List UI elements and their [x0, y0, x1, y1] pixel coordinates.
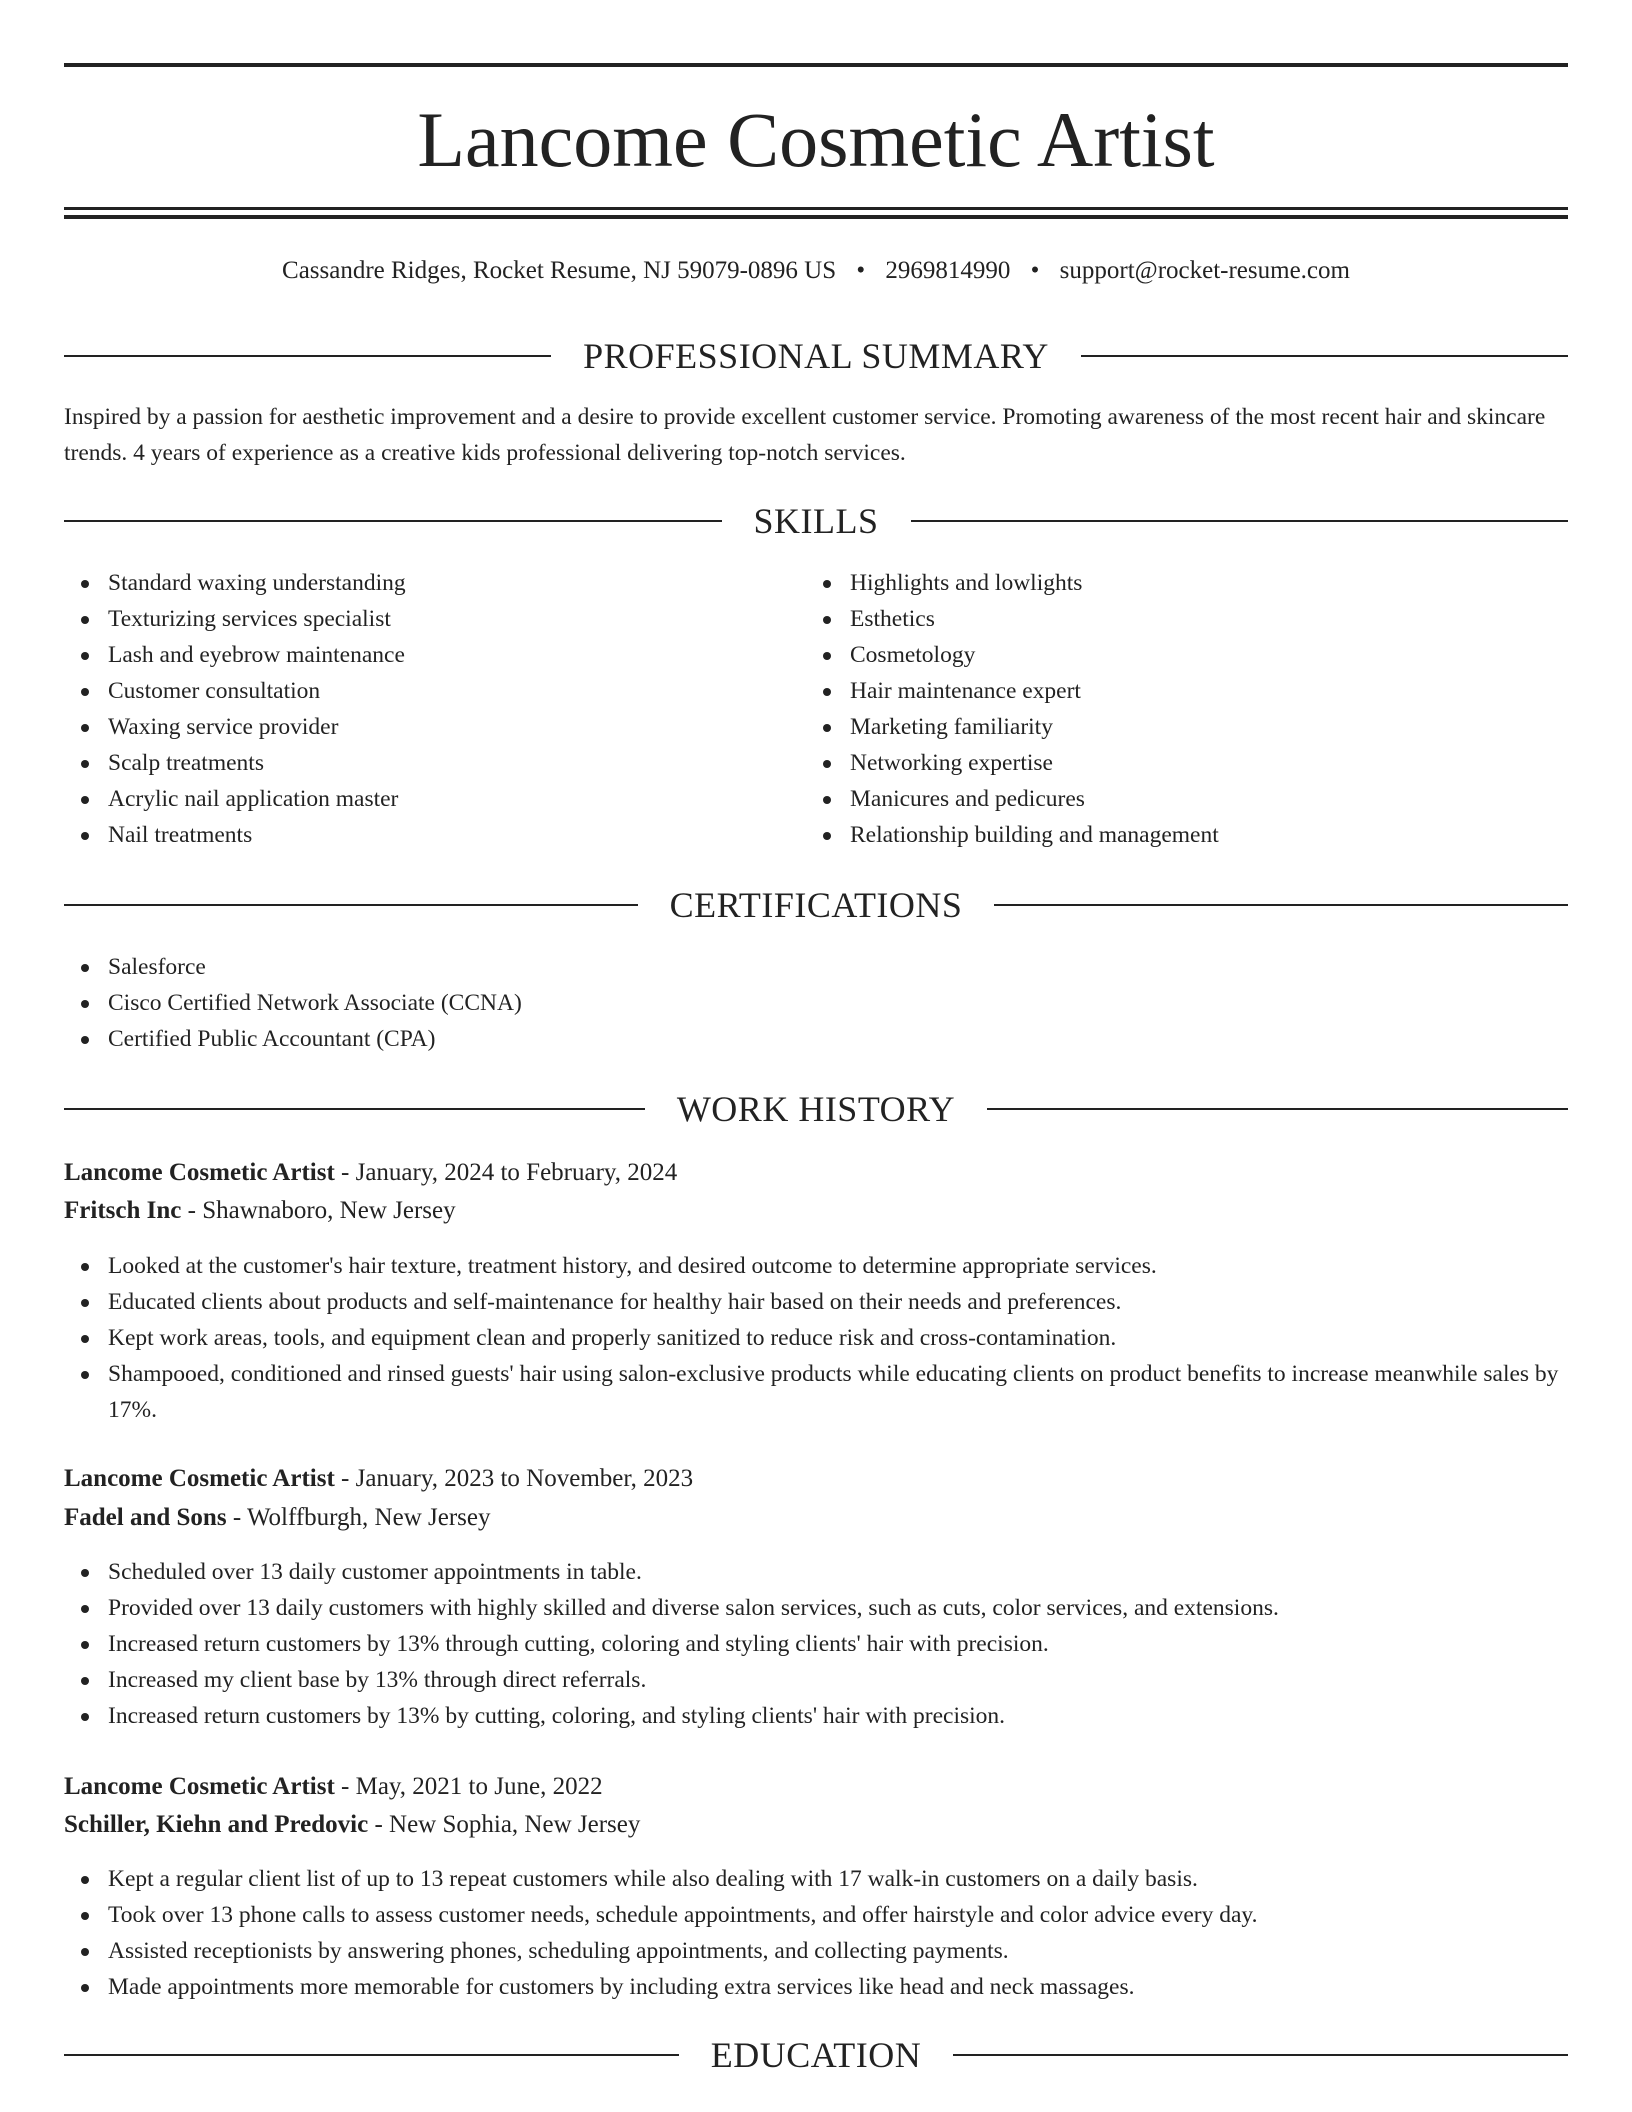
- section-heading-certifications: [64, 883, 1568, 927]
- contact-separator: •: [1030, 257, 1040, 284]
- job-company: Fritsch Inc: [64, 1197, 182, 1224]
- section-heading-label: SKILLS: [753, 501, 879, 541]
- contact-email: support@rocket-resume.com: [1059, 257, 1350, 284]
- skill-item: Marketing familiarity: [806, 709, 1566, 745]
- section-heading-work-history: [64, 1087, 1568, 1131]
- top-rule: [64, 63, 1568, 67]
- heading-rule-right: [987, 1108, 1568, 1110]
- job-dates: May, 2021 to June, 2022: [355, 1773, 603, 1800]
- heading-rule-left: [64, 1108, 645, 1110]
- job-company-line: [64, 1807, 1568, 1843]
- skill-item: Standard waxing understanding: [64, 565, 804, 601]
- job-bullet: Increased return customers by 13% through cutting, coloring and styling clients' hair with precision.: [64, 1626, 1568, 1662]
- skill-item: Scalp treatments: [64, 745, 804, 781]
- contact-phone: 2969814990: [885, 257, 1011, 284]
- skill-item: Lash and eyebrow maintenance: [64, 637, 804, 673]
- job-company: Schiller, Kiehn and Predovic: [64, 1811, 369, 1838]
- section-heading-label: PROFESSIONAL SUMMARY: [583, 336, 1049, 376]
- job-dates: January, 2023 to November, 2023: [355, 1465, 694, 1492]
- contact-line: [64, 255, 1568, 287]
- skill-item: Networking expertise: [806, 745, 1566, 781]
- heading-rule-right: [911, 520, 1569, 522]
- skill-item: Waxing service provider: [64, 709, 804, 745]
- dash: -: [334, 1465, 356, 1492]
- job-bullet: Scheduled over 13 daily customer appointments in table.: [64, 1554, 1568, 1590]
- dash: -: [334, 1159, 356, 1186]
- job-company-line: [64, 1193, 1568, 1229]
- resume-title: Lancome Cosmetic Artist: [417, 96, 1215, 183]
- section-heading-summary: [64, 334, 1568, 378]
- skill-item: Cosmetology: [806, 637, 1566, 673]
- heading-rule-right: [953, 2054, 1568, 2056]
- dash: -: [334, 1773, 356, 1800]
- skills-list-left: [64, 565, 804, 853]
- section-heading-education: [64, 2033, 1568, 2077]
- job-company: Fadel and Sons: [64, 1504, 227, 1531]
- job-title-line: [64, 1155, 1568, 1191]
- certification-item: Certified Public Accountant (CPA): [64, 1021, 1568, 1057]
- job-bullet: Increased return customers by 13% by cutting, coloring, and styling clients' hair with precision.: [64, 1698, 1568, 1734]
- certification-item: Salesforce: [64, 949, 1568, 985]
- certifications-list: [64, 949, 1568, 1057]
- job-bullet: Made appointments more memorable for customers by including extra services like head and neck massages.: [64, 1969, 1568, 2005]
- title-rule-lower: [64, 215, 1568, 219]
- job-bullet: Looked at the customer's hair texture, treatment history, and desired outcome to determine appropriate services.: [64, 1248, 1568, 1284]
- heading-rule-right: [1081, 355, 1568, 357]
- section-heading-label: WORK HISTORY: [676, 1089, 956, 1129]
- skill-item: Nail treatments: [64, 817, 804, 853]
- contact-address: Cassandre Ridges, Rocket Resume, NJ 59079-0896 US: [282, 257, 837, 284]
- job-title: Lancome Cosmetic Artist: [64, 1773, 335, 1800]
- skill-item: Customer consultation: [64, 673, 804, 709]
- skill-item: Highlights and lowlights: [806, 565, 1566, 601]
- job-bullets: [64, 1554, 1568, 1734]
- dash: -: [181, 1197, 203, 1224]
- dash: -: [226, 1504, 247, 1531]
- certification-item: Cisco Certified Network Associate (CCNA): [64, 985, 1568, 1021]
- job-title-line: [64, 1769, 1568, 1805]
- skill-item: Acrylic nail application master: [64, 781, 804, 817]
- job-bullet: Increased my client base by 13% through direct referrals.: [64, 1662, 1568, 1698]
- title-rule-upper: [64, 207, 1568, 210]
- heading-rule-left: [64, 520, 722, 522]
- job-title-line: [64, 1461, 1568, 1497]
- skill-item: Manicures and pedicures: [806, 781, 1566, 817]
- job-title: Lancome Cosmetic Artist: [64, 1465, 335, 1492]
- job-dates: January, 2024 to February, 2024: [355, 1159, 678, 1186]
- job-bullet: Provided over 13 daily customers with highly skilled and diverse salon services, such as cuts, color services, and extensions.: [64, 1590, 1568, 1626]
- heading-rule-left: [64, 2054, 679, 2056]
- job-bullets: [64, 1861, 1568, 2005]
- skill-item: Relationship building and management: [806, 817, 1566, 853]
- job-bullet: Took over 13 phone calls to assess customer needs, schedule appointments, and offer hairstyle and color advice every day.: [64, 1897, 1568, 1933]
- job-bullet: Kept a regular client list of up to 13 repeat customers while also dealing with 17 walk-in customers on a daily basis.: [64, 1861, 1568, 1897]
- job-company-line: [64, 1500, 1568, 1536]
- skills-list-right: [806, 565, 1566, 853]
- dash: -: [368, 1811, 390, 1838]
- skill-item: Hair maintenance expert: [806, 673, 1566, 709]
- job-location: New Sophia, New Jersey: [389, 1811, 641, 1838]
- heading-rule-left: [64, 355, 551, 357]
- section-heading-label: CERTIFICATIONS: [669, 885, 963, 925]
- skill-item: Esthetics: [806, 601, 1566, 637]
- contact-separator: •: [856, 257, 866, 284]
- section-heading-skills: [64, 499, 1568, 543]
- heading-rule-left: [64, 904, 638, 906]
- job-bullet: Kept work areas, tools, and equipment clean and properly sanitized to reduce risk and cross-contamination.: [64, 1320, 1568, 1356]
- summary-text: Inspired by a passion for aesthetic improvement and a desire to provide excellent customer service. Promoting awareness of the most recent hair and skincare trends. 4 years of experience as a creative kids professional delivering top-notch services.: [64, 404, 1546, 466]
- job-bullet: Shampooed, conditioned and rinsed guests' hair using salon-exclusive products while educating clients on product benefits to increase meanwhile sales by 17%.: [64, 1356, 1568, 1428]
- job-title: Lancome Cosmetic Artist: [64, 1159, 335, 1186]
- job-bullets: [64, 1248, 1568, 1428]
- job-bullet: Assisted receptionists by answering phones, scheduling appointments, and collecting payments.: [64, 1933, 1568, 1969]
- heading-rule-right: [994, 904, 1568, 906]
- skill-item: Texturizing services specialist: [64, 601, 804, 637]
- section-heading-label: EDUCATION: [710, 2035, 922, 2075]
- job-location: Shawnaboro, New Jersey: [202, 1197, 456, 1224]
- job-location: Wolffburgh, New Jersey: [246, 1504, 491, 1531]
- job-bullet: Educated clients about products and self-maintenance for healthy hair based on their needs and preferences.: [64, 1284, 1568, 1320]
